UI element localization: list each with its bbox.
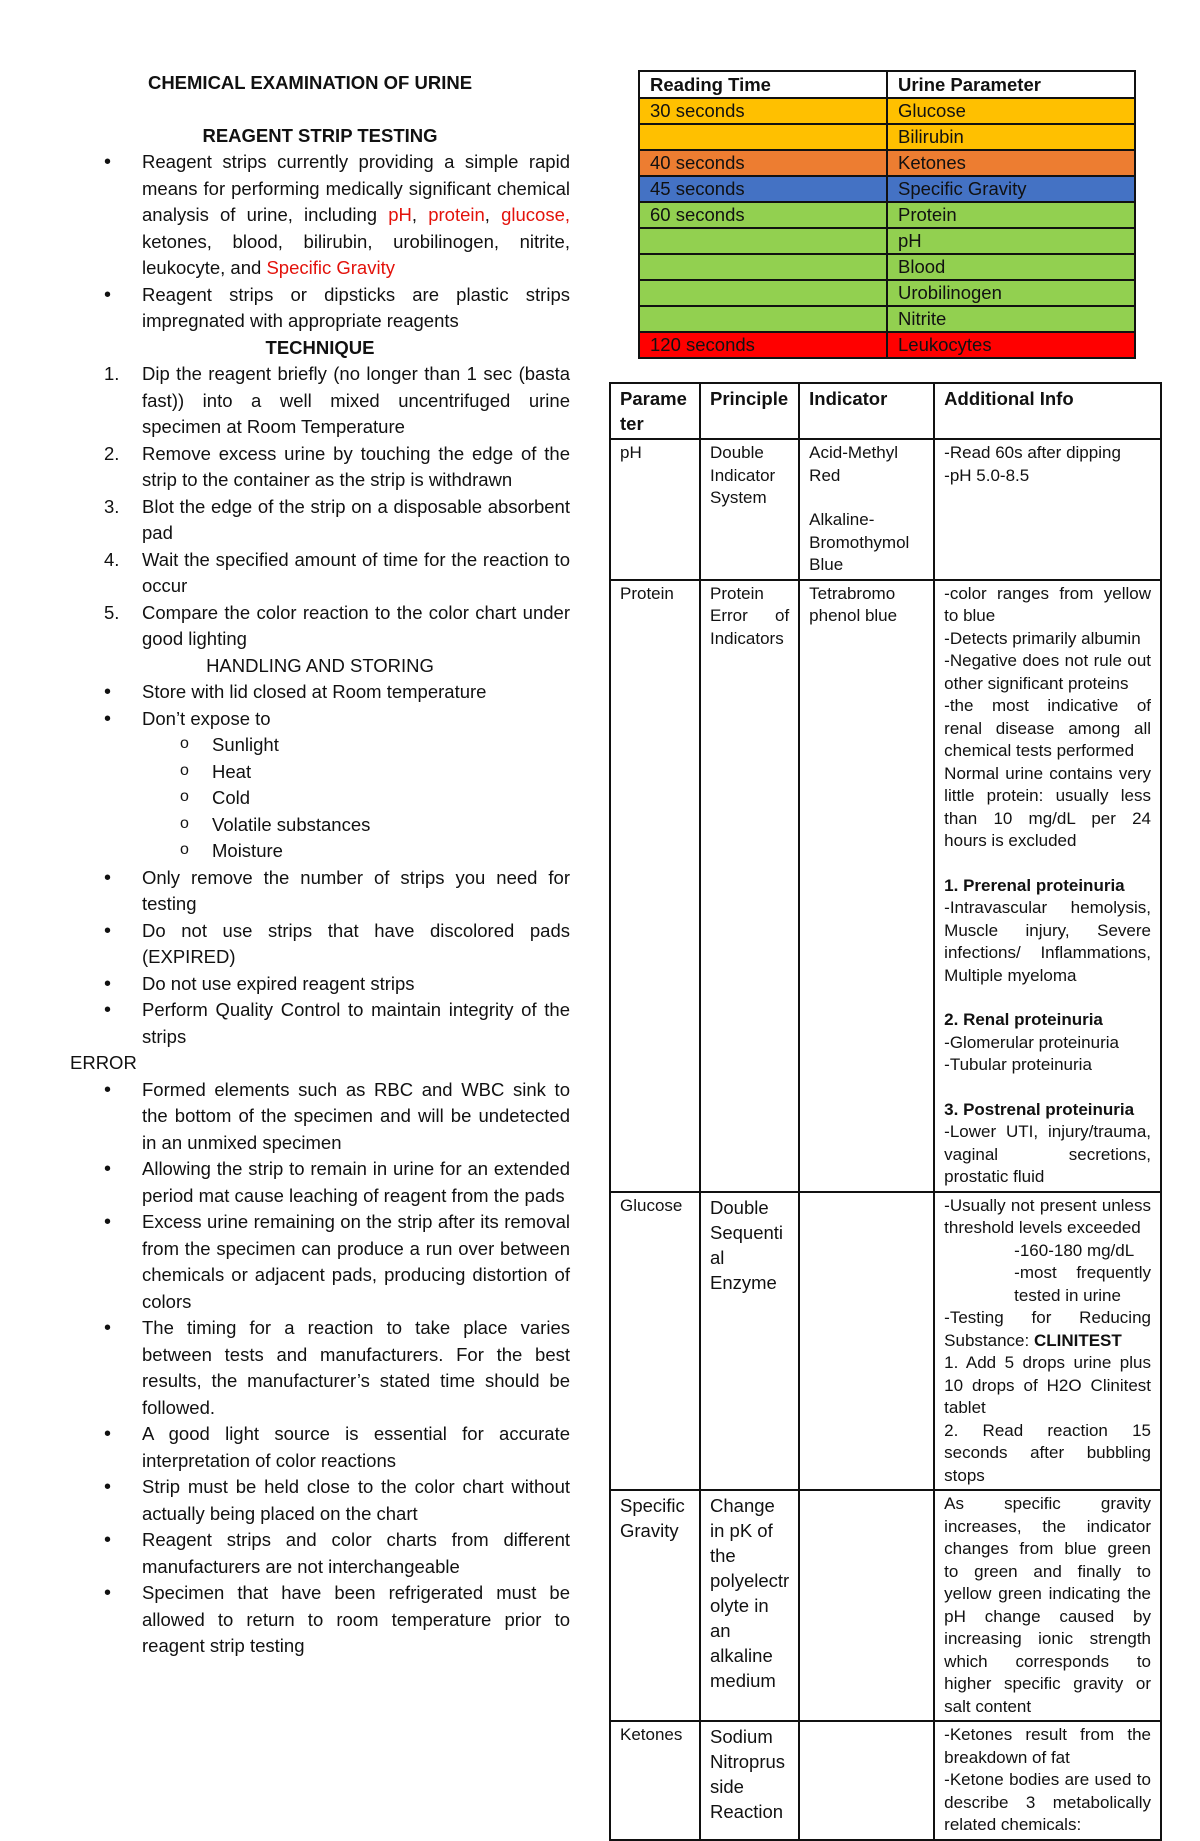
info-line xyxy=(944,1307,1151,1352)
table-header-row xyxy=(639,71,1135,98)
info-line: -Lower UTI, injury/trauma, vaginal secretions, prostatic fluid xyxy=(944,1122,1151,1186)
info-line: -color ranges from yellow to blue xyxy=(944,583,1151,625)
list-item: • The timing for a reaction to take place varies between tests and manufacturers. For the best results, the manufacturer’s stated time should be followed. xyxy=(70,1315,570,1421)
step-number: 2. xyxy=(104,442,120,464)
step-text: Compare the color reaction to the color chart under good lighting xyxy=(142,601,570,649)
table-row xyxy=(639,124,1135,150)
document-title: CHEMICAL EXAMINATION OF URINE xyxy=(147,72,473,93)
header-indicator: Indicator xyxy=(799,383,934,439)
step-text: Blot the edge of the strip on a disposable absorbent pad xyxy=(142,495,570,543)
cell-reading-time: 45 seconds xyxy=(639,176,887,202)
cell-info xyxy=(934,1721,1161,1840)
info-line: Normal urine contains very little protein: usually less than 10 mg/dL per 24 hours is excluded xyxy=(944,763,1151,850)
info-line: -Read 60s after dipping xyxy=(944,443,1121,462)
spacer xyxy=(809,487,924,509)
reagent-bullets xyxy=(70,149,570,335)
list-item: • Do not use expired reagent strips xyxy=(70,971,570,998)
list-item: o Sunlight xyxy=(70,732,570,759)
separator: , xyxy=(411,204,429,225)
cell-indicator xyxy=(799,439,934,580)
header-principle: Principle xyxy=(700,383,799,439)
list-item: o Cold xyxy=(70,785,570,812)
header-reading-time: Reading Time xyxy=(639,71,887,98)
header-urine-parameter: Urine Parameter xyxy=(887,71,1135,98)
reading-time-table xyxy=(638,70,1136,359)
table-row xyxy=(639,332,1135,358)
postrenal-title: 3. Postrenal proteinuria xyxy=(944,1099,1135,1119)
cell-info: As specific gravity increases, the indicator changes from blue green to green and finally to yellow green indicating the pH change caused by increasing ionic strength which corresponds to higher specific gravity or salt content xyxy=(934,1490,1161,1721)
cell-reading-time xyxy=(639,228,887,254)
info-line: -pH 5.0-8.5 xyxy=(944,465,1030,485)
cell-parameter: Glucose xyxy=(610,1192,700,1491)
info-line: -the most indicative of renal disease among all chemical tests performed xyxy=(944,696,1151,760)
step-number: 1. xyxy=(104,363,120,384)
cell-principle: Double Indicator System xyxy=(700,439,799,580)
error-heading: ERROR xyxy=(70,1052,137,1073)
prerenal-title: 1. Prerenal proteinuria xyxy=(944,875,1125,895)
cell-indicator xyxy=(799,1490,934,1721)
cell-urine-parameter: Urobilinogen xyxy=(887,280,1135,306)
list-item: o Volatile substances xyxy=(70,812,570,839)
bullet-text: ketones, blood, bilirubin, urobilinogen, nitrite, leukocyte, and xyxy=(142,230,570,278)
header-additional-info: Additional Info xyxy=(934,383,1161,439)
step-number: 3. xyxy=(104,495,120,517)
renal-title: 2. Renal proteinuria xyxy=(944,1010,1103,1029)
info-line: -Detects primarily albumin xyxy=(944,628,1141,648)
table-row xyxy=(639,202,1135,228)
cell-urine-parameter: Nitrite xyxy=(887,306,1135,332)
technique-heading: TECHNIQUE xyxy=(265,336,375,358)
cell-principle: Sodium Nitroprus side Reaction xyxy=(700,1721,799,1840)
cell-indicator: Tetrabromo phenol blue xyxy=(799,580,934,1192)
cell-reading-time xyxy=(639,306,887,332)
expose-list xyxy=(70,732,570,865)
table-row xyxy=(639,254,1135,280)
cell-reading-time: 30 seconds xyxy=(639,98,887,124)
cell-urine-parameter: Specific Gravity xyxy=(887,176,1135,202)
handling-heading: HANDLING AND STORING xyxy=(206,654,434,676)
cell-info xyxy=(934,580,1161,1192)
list-item: • Don’t expose to xyxy=(70,706,570,733)
highlight-specific-gravity: Specific Gravity xyxy=(266,257,395,278)
cell-parameter: Specific Gravity xyxy=(610,1490,700,1721)
info-text: -Testing for Reducing Substance: xyxy=(944,1308,1151,1350)
info-line: 1. Add 5 drops urine plus 10 drops of H2O Clinitest tablet xyxy=(944,1353,1151,1417)
list-item: • Strip must be held close to the color chart without actually being placed on the chart xyxy=(70,1474,570,1527)
info-line: -Glomerular proteinuria xyxy=(944,1032,1119,1052)
table-row xyxy=(639,280,1135,306)
cell-urine-parameter: Blood xyxy=(887,254,1135,280)
highlight-ph: pH xyxy=(388,204,412,225)
cell-urine-parameter: pH xyxy=(887,228,1135,254)
parameter-table xyxy=(609,382,1162,1841)
spacer xyxy=(944,853,1151,875)
list-item: • Specimen that have been refrigerated must be allowed to return to room temperature prior to reagent strip testing xyxy=(70,1580,570,1660)
cell-urine-parameter: Glucose xyxy=(887,98,1135,124)
cell-urine-parameter: Protein xyxy=(887,202,1135,228)
highlight-glucose: glucose, xyxy=(501,204,570,225)
cell-principle: Protein Error of Indicators xyxy=(700,580,799,1192)
list-item: • Allowing the strip to remain in urine for an extended period mat cause leaching of reagent from the pads xyxy=(70,1156,570,1209)
list-item xyxy=(70,494,570,547)
cell-principle: Change in pK of the polyelectr olyte in an alkaline medium xyxy=(700,1490,799,1721)
list-item: • Do not use strips that have discolored pads (EXPIRED) xyxy=(70,918,570,971)
cell-principle: Double Sequenti al Enzyme xyxy=(700,1192,799,1491)
cell-reading-time: 120 seconds xyxy=(639,332,887,358)
info-line: -160-180 mg/dL xyxy=(1014,1240,1135,1260)
table-row xyxy=(639,306,1135,332)
list-item xyxy=(70,441,570,494)
table-row xyxy=(639,150,1135,176)
indicator-alkaline: Alkaline-Bromothymol Blue xyxy=(809,510,910,574)
table-row xyxy=(610,1490,1161,1721)
list-item xyxy=(70,361,570,441)
list-item: • Formed elements such as RBC and WBC sink to the bottom of the specimen and will be undetected in an unmixed specimen xyxy=(70,1077,570,1157)
info-line: -Ketone bodies are used to describe 3 metabolically related chemicals: xyxy=(944,1770,1151,1834)
list-item: • Store with lid closed at Room temperature xyxy=(70,679,570,706)
bullet-text: Reagent strips currently providing a simple rapid means for performing medically significant chemical analysis of urine, including xyxy=(142,151,570,225)
cell-parameter: pH xyxy=(610,439,700,580)
step-text: Wait the specified amount of time for the reaction to occur xyxy=(142,548,570,596)
handling-more-bullets xyxy=(70,865,570,1051)
list-item xyxy=(70,149,570,282)
left-column xyxy=(70,70,570,1660)
list-item: • A good light source is essential for accurate interpretation of color reactions xyxy=(70,1421,570,1474)
table-row xyxy=(639,228,1135,254)
table-row xyxy=(639,98,1135,124)
handling-bullets xyxy=(70,679,570,732)
cell-reading-time: 60 seconds xyxy=(639,202,887,228)
info-line: -Usually not present unless threshold levels exceeded xyxy=(944,1195,1151,1237)
separator: , xyxy=(484,204,502,225)
list-item: • Only remove the number of strips you need for testing xyxy=(70,865,570,918)
cell-indicator xyxy=(799,1721,934,1840)
cell-reading-time xyxy=(639,254,887,280)
cell-urine-parameter: Leukocytes xyxy=(887,332,1135,358)
cell-reading-time: 40 seconds xyxy=(639,150,887,176)
info-line: -Negative does not rule out other significant proteins xyxy=(944,651,1151,693)
info-line: -Ketones result from the breakdown of fat xyxy=(944,1725,1151,1767)
spacer xyxy=(944,1077,1151,1099)
list-item: • Excess urine remaining on the strip after its removal from the specimen can produce a run over between chemicals or adjacent pads, producing distortion of colors xyxy=(70,1209,570,1315)
list-item: o Moisture xyxy=(70,838,570,865)
cell-urine-parameter: Bilirubin xyxy=(887,124,1135,150)
cell-urine-parameter: Ketones xyxy=(887,150,1135,176)
list-item xyxy=(70,547,570,600)
table-row xyxy=(610,1721,1161,1840)
list-item: • Reagent strips or dipsticks are plastic strips impregnated with appropriate reagents xyxy=(70,282,570,335)
step-text: Dip the reagent briefly (no longer than 1 sec (basta fast)) into a well mixed uncentrifuged urine specimen at Room Temperature xyxy=(142,363,570,437)
cell-info xyxy=(934,1192,1161,1491)
cell-reading-time xyxy=(639,124,887,150)
info-line: -Tubular proteinuria xyxy=(944,1055,1092,1074)
cell-reading-time xyxy=(639,280,887,306)
step-text: Remove excess urine by touching the edge of the strip to the container as the strip is withdrawn xyxy=(142,442,570,490)
clinitest-label: CLINITEST xyxy=(1033,1330,1122,1350)
highlight-protein: protein xyxy=(428,204,485,225)
reagent-strip-heading: REAGENT STRIP TESTING xyxy=(202,124,438,146)
list-item xyxy=(70,600,570,653)
header-parameter: Parame ter xyxy=(610,383,700,439)
technique-steps xyxy=(70,361,570,653)
table-row xyxy=(610,580,1161,1192)
info-line: -Intravascular hemolysis, Muscle injury, Severe infections/ Inflammations, Multiple myeloma xyxy=(944,898,1151,985)
cell-indicator xyxy=(799,1192,934,1491)
table-row xyxy=(610,1192,1161,1491)
step-number: 4. xyxy=(104,548,120,570)
table-header-row xyxy=(610,383,1161,439)
error-bullets xyxy=(70,1077,570,1660)
cell-parameter: Ketones xyxy=(610,1721,700,1840)
spacer xyxy=(944,987,1151,1009)
table-row xyxy=(639,176,1135,202)
info-line: 2. Read reaction 15 seconds after bubbling stops xyxy=(944,1420,1151,1485)
reading-time-body xyxy=(639,98,1135,358)
info-line: -most frequently tested in urine xyxy=(1014,1263,1151,1305)
cell-parameter: Protein xyxy=(610,580,700,1192)
indicator-acid: Acid-Methyl Red xyxy=(809,443,898,485)
cell-info xyxy=(934,439,1161,580)
step-number: 5. xyxy=(104,601,120,623)
list-item: • Reagent strips and color charts from different manufacturers are not interchangeable xyxy=(70,1527,570,1580)
table-row xyxy=(610,439,1161,580)
list-item: o Heat xyxy=(70,759,570,786)
list-item: • Perform Quality Control to maintain integrity of the strips xyxy=(70,997,570,1050)
